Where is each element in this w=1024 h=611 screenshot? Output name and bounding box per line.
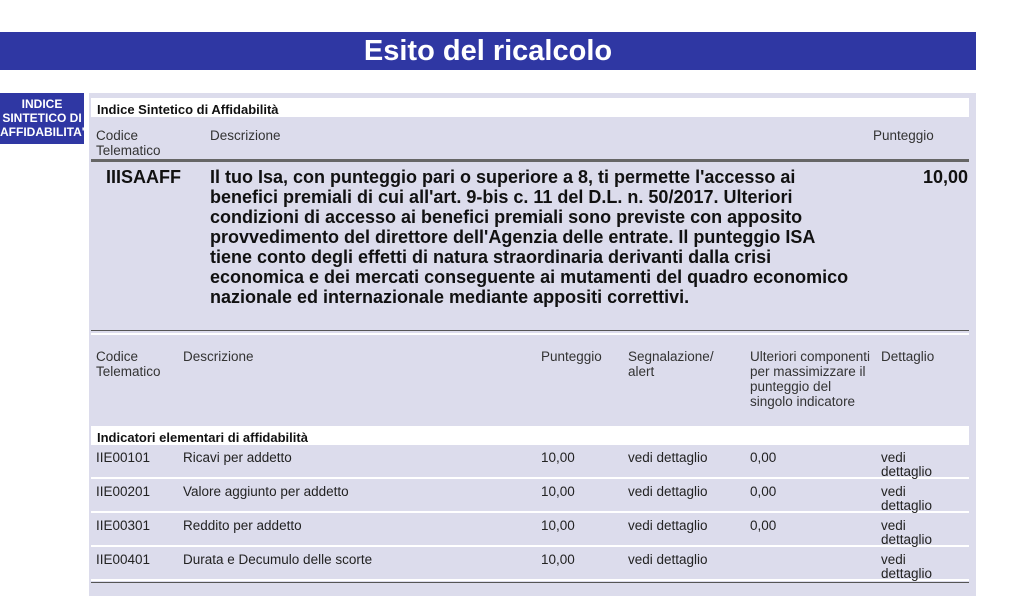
side-tab-line: SINTETICO DI (2, 111, 82, 125)
cell-components: 0,00 (750, 518, 777, 533)
col-header-desc: Descrizione (183, 349, 254, 364)
side-tab-line: AFFIDABILITA' (0, 125, 85, 139)
cell-score: 10,00 (541, 518, 575, 533)
col-header-components: Ulteriori componenti per massimizzare il punteggio del singolo indicatore (750, 349, 871, 409)
cell-desc: Durata e Decumulo delle scorte (183, 552, 373, 567)
cell-desc: Ricavi per addetto (183, 450, 292, 465)
page-title: Esito del ricalcolo (0, 32, 976, 70)
divider (91, 330, 969, 331)
col-header-detail: Dettaglio (881, 349, 935, 364)
alert-link[interactable]: vedi dettaglio (628, 484, 708, 499)
side-tab-isa[interactable] (0, 93, 84, 144)
divider (91, 582, 969, 583)
cell-code: IIE00201 (96, 484, 151, 499)
table-row (91, 445, 969, 479)
divider (91, 333, 969, 335)
results-panel (89, 93, 976, 596)
detail-link[interactable]: vedi dettaglio (881, 552, 933, 581)
cell-components: 0,00 (750, 450, 777, 465)
col-header-alert: Segnalazione/ alert (628, 349, 714, 379)
cell-score: 10,00 (541, 450, 575, 465)
table-row (91, 479, 969, 513)
table-row (91, 547, 969, 581)
alert-link[interactable]: vedi dettaglio (628, 552, 708, 567)
col-header-score: Punteggio (541, 349, 602, 364)
isa-code: IIISAAFF (106, 167, 181, 187)
cell-desc: Reddito per addetto (183, 518, 302, 533)
table-row (91, 513, 969, 547)
cell-code: IIE00301 (96, 518, 151, 533)
detail-link[interactable]: vedi dettaglio (881, 484, 933, 513)
cell-desc: Valore aggiunto per addetto (183, 484, 349, 499)
section-heading-isa: Indice Sintetico di Affidabilità (91, 98, 969, 117)
cell-code: IIE00101 (96, 450, 151, 465)
divider (91, 159, 969, 162)
col-header-code: Codice Telematico (96, 128, 161, 158)
alert-link[interactable]: vedi dettaglio (628, 450, 708, 465)
isa-description: Il tuo Isa, con punteggio pari o superiore a 8, ti permette l'accesso ai benefici premiali di cui all'art. 9-bis c. 11 del D.L. n. 50/2017. Ulteriori condizioni di accesso ai benefici premiali sono previste con apposito provvedimento del direttore dell'Agenzia delle entrate. Il punteggio ISA tiene conto degli effetti di natura straordinaria derivanti dalla crisi economica e dei mercati conseguente ai mutamenti del quadro economico nazionale ed internazionale mediante appositi correttivi. (210, 167, 849, 307)
detail-link[interactable]: vedi dettaglio (881, 450, 933, 479)
col-header-desc: Descrizione (210, 128, 281, 143)
cell-code: IIE00401 (96, 552, 151, 567)
col-header-code: Codice Telematico (96, 349, 161, 379)
detail-link[interactable]: vedi dettaglio (881, 518, 933, 547)
cell-components: 0,00 (750, 484, 777, 499)
cell-score: 10,00 (541, 484, 575, 499)
cell-score: 10,00 (541, 552, 575, 567)
section-heading-indicators: Indicatori elementari di affidabilità (91, 426, 969, 445)
side-tab-line: INDICE (21, 97, 63, 111)
isa-score: 10,00 (922, 167, 968, 187)
alert-link[interactable]: vedi dettaglio (628, 518, 708, 533)
col-header-score: Punteggio (873, 128, 934, 143)
